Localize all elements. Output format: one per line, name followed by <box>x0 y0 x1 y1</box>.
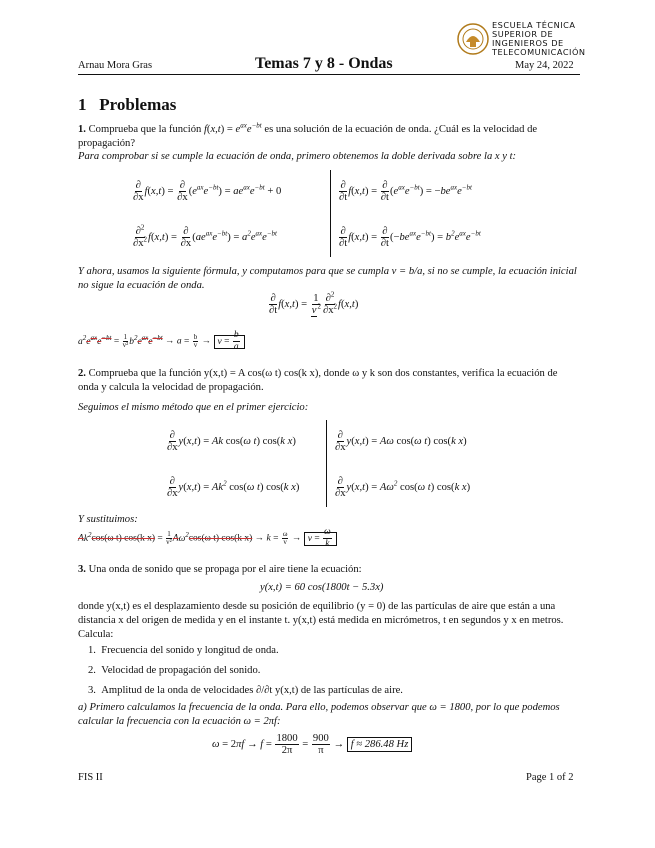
problem-3-statement: 3. Una onda de sonido que se propaga por el aire tiene la ecuación: <box>78 564 362 575</box>
eq-dx-f: $\frac{\partial}{\partial x}$ f(x,t) = $\frac{\partial}{\partial x}$ $(e^{ax}e^{-bt}) = ae^{ax}e^{-bt} + 0$ <box>133 180 282 203</box>
problem-1-after: Y ahora, usamos la siguiente fórmula, y computamos para que se cumpla v = b/a, si no se cumple, la ecuación inicial no sigue la ecuación de onda. <box>78 266 577 291</box>
list-item: 2. Velocidad de propagación del sonido. <box>88 665 261 676</box>
frequency-result: f ≈ 286.48 Hz <box>347 737 413 752</box>
school-name: ESCUELA TÉCNICA SUPERIOR DE INGENIEROS DE TELECOMUNICACIÓN <box>492 20 586 57</box>
list-item: 1. Frecuencia del sonido y longitud de onda. <box>88 645 279 656</box>
frequency-equation: ω = 2πf → f = $\frac{1800}{2\pi}$ = $\frac{900}{\pi}$ → f ≈ 286.48 Hz <box>212 733 412 756</box>
problem-1-intro: Para comprobar si se cumple la ecuación de onda, primero obtenemos la doble derivada sobre la x y t: <box>78 151 517 162</box>
problem-2-intro: Seguimos el mismo método que en el primer ejercicio: <box>78 402 309 413</box>
school-seal-icon <box>456 22 490 56</box>
problem-2-statement: 2. Comprueba que la función y(x,t) = A cos(ω t) cos(k x), donde ω y k son dos constantes, verifica la ecuación de onda y calcula la velocidad de propagación. <box>78 368 558 393</box>
page-number: Page 1 of 2 <box>526 772 574 783</box>
doc-title: Temas 7 y 8 - Ondas <box>255 55 393 72</box>
problem-1-result: $a^2e^{ax}e^{-bt}$ = $\frac{1}{\text{v²}}$ $b^2e^{ax}e^{-bt} \to a$ = $\frac{b}{v}$ → v = $\frac{b}{a}$ <box>78 330 245 353</box>
divider <box>326 420 327 507</box>
footer-left: FIS II <box>78 772 103 783</box>
eq-dt-f: $\frac{\partial}{\partial t}$ f(x,t) = $\frac{\partial}{\partial t}$ $(e^{ax}e^{-bt}) = -be^{ax}e^{-bt}$ <box>339 180 472 203</box>
eq-dt2-f: $\frac{\partial}{\partial t}$ f(x,t) = $\frac{\partial}{\partial t}$ $(-be^{ax}e^{-bt}) = b^2e^{ax}e^{-bt}$ <box>339 226 481 249</box>
doc-date: May 24, 2022 <box>515 60 574 71</box>
eq-dx2-f: $\frac{\partial^2}{\partial x^2}$ f(x,t) = $\frac{\partial}{\partial x}$ $(ae^{ax}e^{-bt}) = a^2e^{ax}e^{-bt}$ <box>133 223 277 249</box>
problem-2-result: Ak$^2$cos(ω t) cos(k x) = $\frac{1}{\text{v²}}$ $A\omega^2\cos(\omega$ t) cos(k x) → k = $\frac{\omega}{v}$ → v = $\frac{\omega}{k}$ <box>78 527 337 550</box>
eq-dx-y-2: $\frac{\partial}{\partial x}$ y(x,t) = Aω cos(ω t) cos(k x) <box>335 430 467 453</box>
eq-dt2-y: $\frac{\partial}{\partial x}$ $y(x,t) = A\omega^2$ cos(ω t) cos(k x) <box>335 476 471 499</box>
wave-equation: $\frac{\partial}{\partial t}$ f(x,t) = $\frac{1}{v^2}$ $\frac{\partial^2}{\partial x^2}$ f(x,t) <box>269 290 359 316</box>
problem-2-subst: Y sustituimos: <box>78 514 138 525</box>
header-rule <box>78 74 580 75</box>
problem-3-list <box>88 644 568 698</box>
list-item: 3. Amplitud de la onda de velocidades ∂/∂t y(x,t) de las partículas de aire. <box>88 685 403 696</box>
eq-dx-y: $\frac{\partial}{\partial x}$ y(x,t) = Ak cos(ω t) cos(k x) <box>167 430 296 453</box>
divider <box>330 170 331 257</box>
eq-dx2-y: $\frac{\partial}{\partial x}$ $y(x,t) = Ak^2$ cos(ω t) cos(k x) <box>167 476 300 499</box>
problem-3-equation: y(x,t) = 60 cos(1800t − 5.3x) <box>260 582 384 593</box>
author: Arnau Mora Gras <box>78 60 153 71</box>
problem-3-answer-a: a) Primero calculamos la frecuencia de la onda. Para ello, podemos observar que ω = 1800, por lo que podemos calcular la frecuencia con la ecuación ω = 2πf: <box>78 702 560 727</box>
problem-3-description: donde y(x,t) es el desplazamiento desde su posición de equilibrio (y = 0) de las partículas de aire que están a una distancia x del origen de medida y en el instante t. y(x,t) está medida en micrómetros, t en segundos y x en metros. Calcula: <box>78 601 564 640</box>
problem-1-statement: 1. Comprueba que la función $f(x,t) = e^{ax}e^{-bt}$ es una solución de la ecuación de onda. ¿Cuál es la velocidad de propagación? <box>78 121 538 149</box>
section-heading: 1 Problemas <box>78 95 177 114</box>
